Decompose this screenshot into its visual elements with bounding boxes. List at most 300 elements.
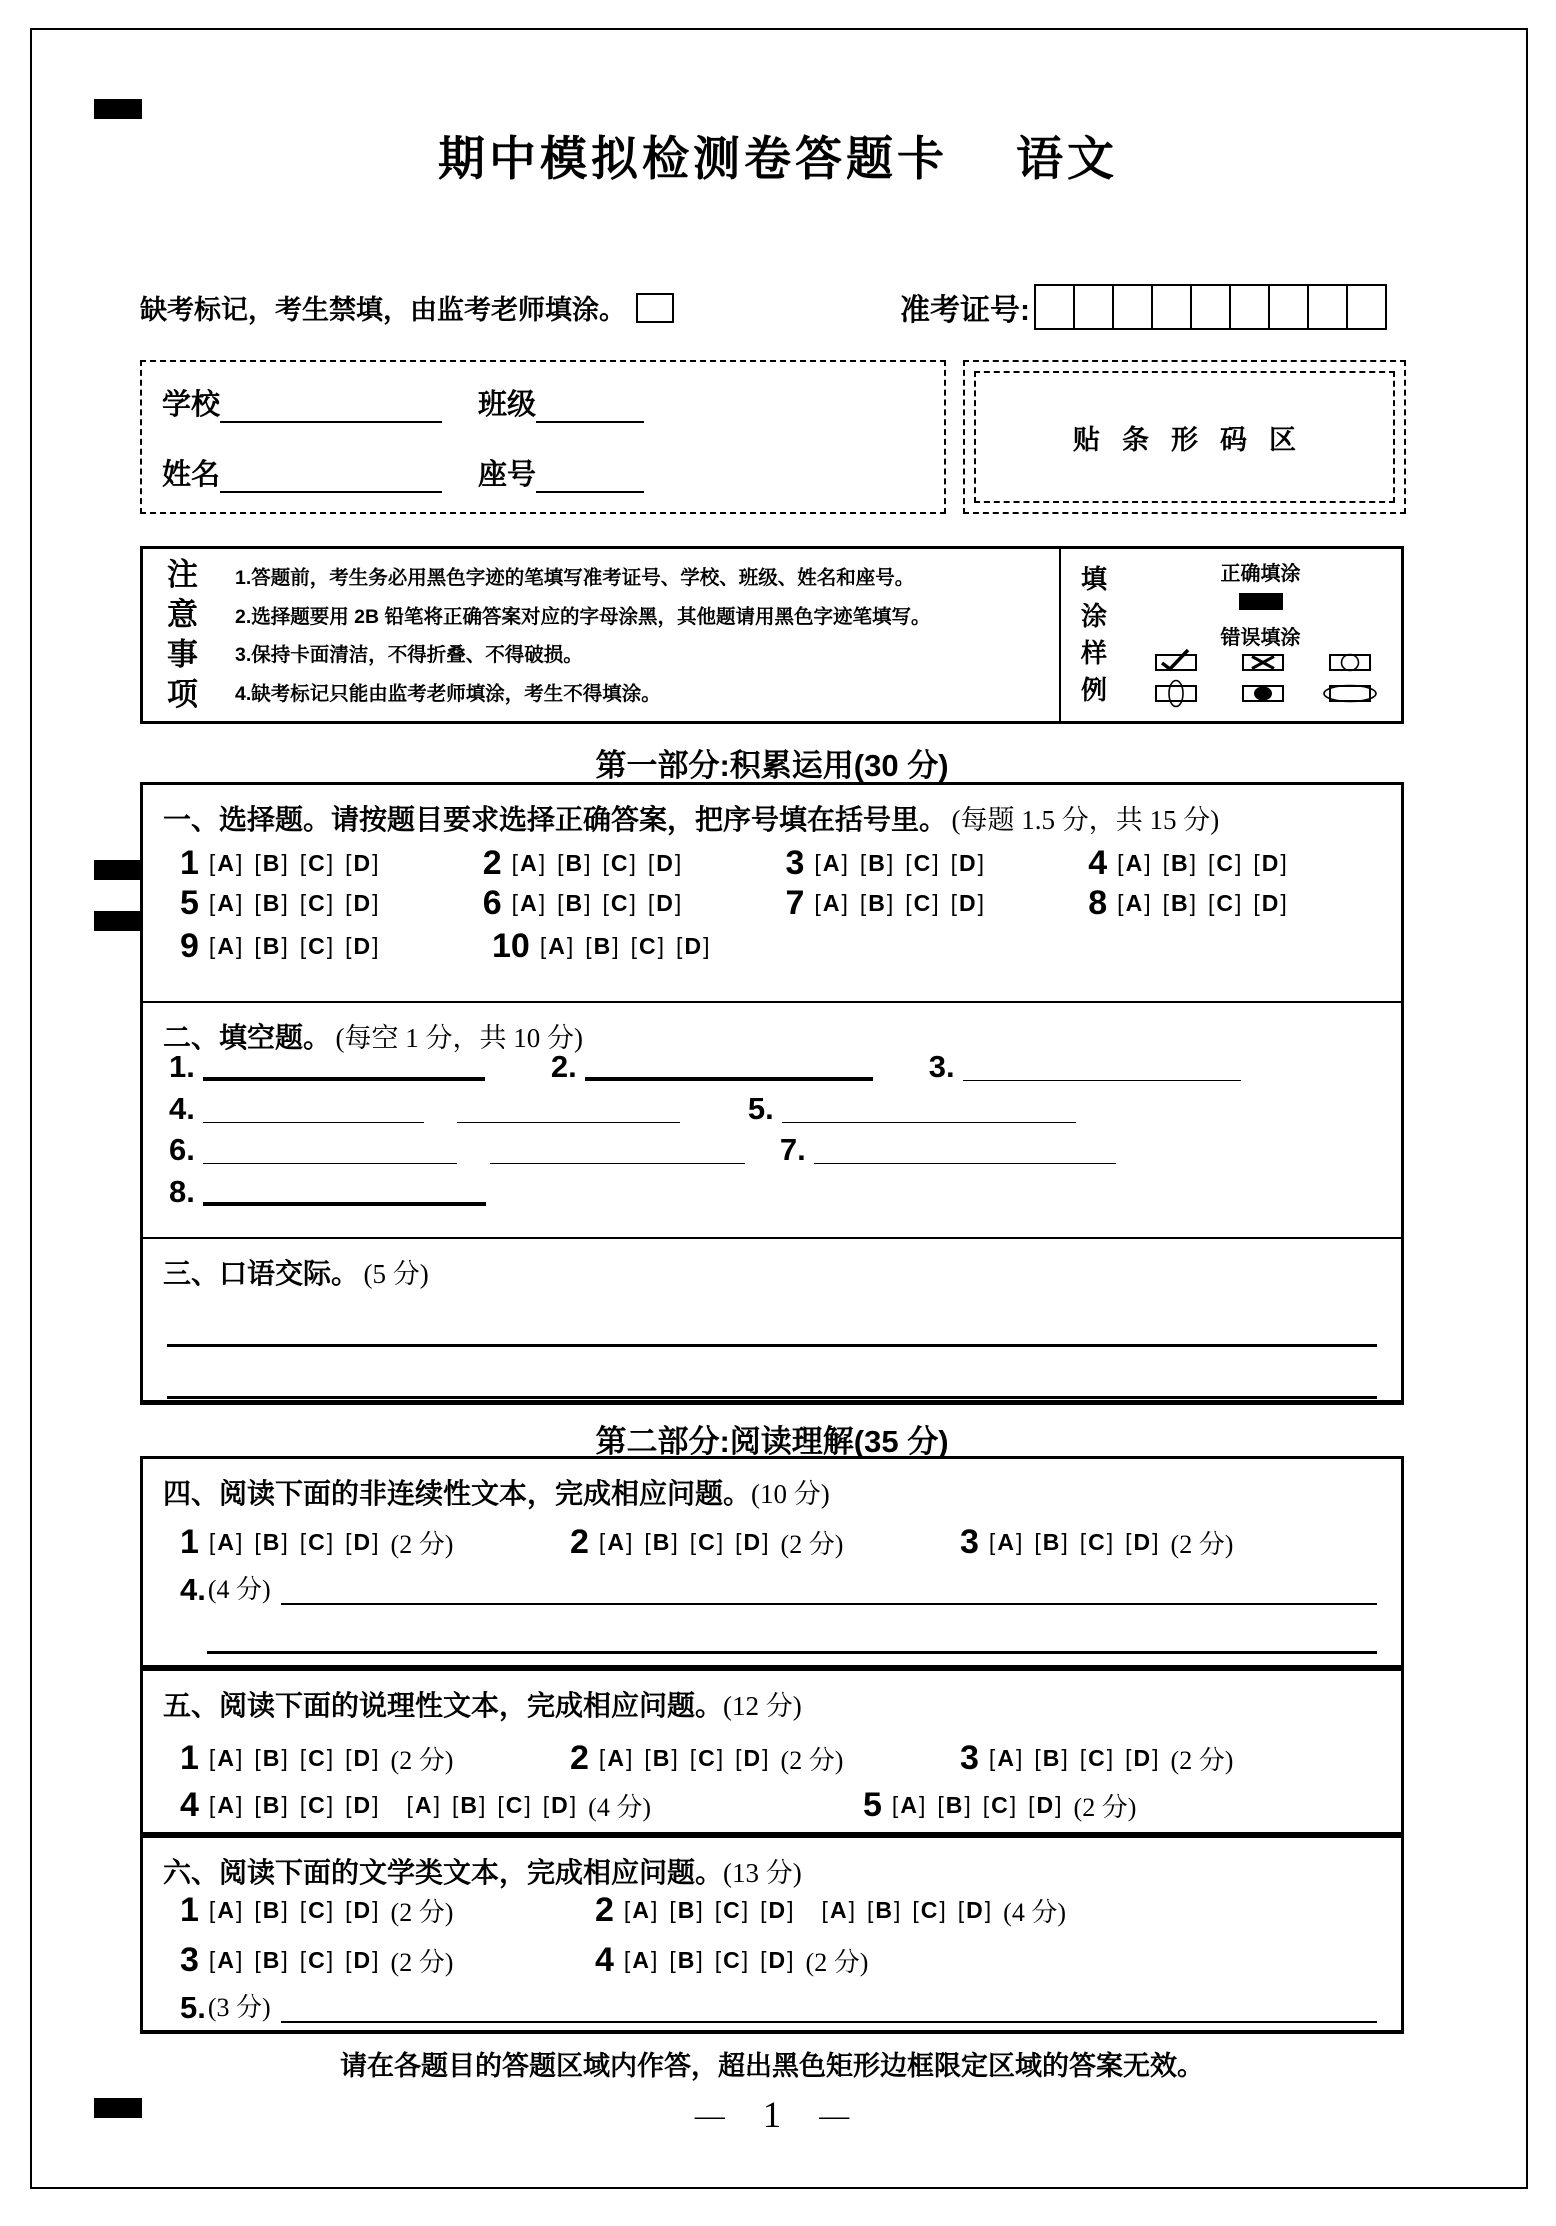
bracket: ]: [625, 1744, 633, 1771]
bracket: [: [511, 889, 519, 916]
choice-question: [1088, 846, 1391, 880]
bracket: ]: [1189, 849, 1196, 876]
option-bubble-c[interactable]: [C]: [299, 1528, 334, 1555]
bracket: ]: [281, 1791, 288, 1818]
option-bubble-d[interactable]: [D]: [676, 932, 710, 959]
question-number: 2: [570, 1523, 589, 1561]
option-bubble-b[interactable]: [B]: [1034, 1528, 1068, 1555]
answer-line[interactable]: [207, 1651, 1377, 1654]
question-score: (2 分): [390, 1529, 454, 1559]
bracket: ]: [848, 1896, 855, 1923]
bracket: ]: [671, 1528, 678, 1555]
bracket: [: [689, 1528, 697, 1555]
option-bubble-d[interactable]: [D]: [345, 1528, 379, 1555]
notice-list: [235, 559, 1047, 713]
option-bubble-b[interactable]: [B]: [1162, 849, 1196, 876]
option-bubble-c[interactable]: [C]: [602, 849, 636, 876]
option-bubble-d[interactable]: [D]: [735, 1528, 769, 1555]
answer-blank[interactable]: [203, 1037, 485, 1081]
choice-question: [180, 1942, 595, 1979]
bracket: ]: [1009, 1791, 1017, 1818]
tall-ellipse-sample-icon: [1148, 678, 1204, 709]
option-group: [597, 1745, 779, 1772]
exam-id-cell[interactable]: [1073, 286, 1112, 328]
absent-mark-box[interactable]: [636, 293, 674, 323]
bracket: ]: [1106, 1744, 1114, 1771]
option-bubble-b[interactable]: [B]: [585, 932, 619, 959]
answer-blank[interactable]: [963, 1040, 1241, 1081]
question-number: 5.: [747, 1090, 774, 1126]
option-bubble-a[interactable]: [A]: [208, 1744, 243, 1771]
bracket: ]: [584, 849, 591, 876]
bracket: ]: [1061, 1744, 1068, 1771]
bracket: [: [602, 889, 609, 916]
option-group: [987, 1529, 1169, 1556]
bracket: ]: [566, 932, 574, 959]
section-title: 三、口语交际。 (5 分): [163, 1258, 429, 1289]
choice-question: [786, 886, 1089, 920]
bracket: [: [644, 1528, 651, 1555]
option-bubble-b[interactable]: [B]: [557, 849, 591, 876]
question-number: 3: [180, 1941, 199, 1979]
question-score: (2 分): [780, 1745, 844, 1775]
question-score: (2 分): [390, 1947, 454, 1977]
option-bubble-b[interactable]: [B]: [644, 1528, 678, 1555]
bracket: ]: [235, 1744, 243, 1771]
choice-question: [483, 846, 786, 880]
option-bubble-a[interactable]: [A]: [814, 849, 848, 876]
section-oral: [143, 1237, 1401, 1400]
question-number: 2: [570, 1739, 589, 1777]
option-bubble-a[interactable]: [A]: [511, 849, 546, 876]
school-field[interactable]: [220, 389, 442, 423]
answer-line[interactable]: [281, 1569, 1377, 1605]
question-number: 3: [960, 1523, 979, 1561]
bracket: ]: [696, 1946, 703, 1973]
bracket: ]: [235, 1946, 243, 1973]
bracket: ]: [281, 932, 288, 959]
option-bubble-b[interactable]: [B]: [254, 889, 288, 916]
bracket: [: [208, 889, 216, 916]
bracket: [: [208, 1791, 216, 1818]
option-bubble-b[interactable]: [B]: [669, 1946, 703, 1973]
answer-line[interactable]: [167, 1396, 1377, 1399]
exam-id-label: 准考证号:: [900, 294, 1030, 327]
class-field[interactable]: [536, 389, 644, 423]
option-bubble-b[interactable]: [B]: [254, 849, 288, 876]
option-bubble-a[interactable]: [A]: [623, 1896, 658, 1923]
option-bubble-a[interactable]: [A]: [598, 1744, 633, 1771]
blank-item: [169, 1162, 486, 1209]
bracket: [: [602, 849, 609, 876]
option-bubble-d[interactable]: [D]: [1125, 1744, 1159, 1771]
option-group: [812, 890, 994, 917]
bracket: ]: [696, 1896, 703, 1923]
option-bubble-a[interactable]: [A]: [208, 849, 243, 876]
option-bubble-a[interactable]: [A]: [891, 1791, 926, 1818]
bracket: [: [299, 849, 307, 876]
option-bubble-d[interactable]: [D]: [1125, 1528, 1159, 1555]
option-bubble-b[interactable]: [B]: [557, 889, 591, 916]
bracket: ]: [629, 889, 636, 916]
bracket: [: [814, 849, 821, 876]
choice-question: [180, 886, 483, 920]
class-label: 班级: [478, 389, 537, 421]
bracket: [: [511, 849, 519, 876]
option-bubble-c[interactable]: [C]: [299, 849, 334, 876]
option-bubble-a[interactable]: [A]: [208, 1528, 243, 1555]
bracket: [: [299, 1896, 307, 1923]
page-title: 期中模拟检测卷答题卡 语文: [437, 132, 1119, 185]
x-mark-sample-icon: [1235, 647, 1291, 678]
bracket: [: [714, 1896, 722, 1923]
answer-blank[interactable]: [203, 1123, 457, 1164]
bracket: ]: [235, 1791, 243, 1818]
choice-row: [180, 842, 1391, 884]
option-bubble-c[interactable]: [C]: [299, 1946, 334, 1973]
exam-id-cell[interactable]: [1268, 286, 1307, 328]
option-bubble-c[interactable]: [C]: [299, 1744, 334, 1771]
question-number: 2: [482, 844, 502, 882]
bracket: ]: [281, 1744, 288, 1771]
option-bubble-d[interactable]: [D]: [345, 889, 379, 916]
option-bubble-b[interactable]: [B]: [254, 932, 288, 959]
option-bubble-d[interactable]: [D]: [1028, 1791, 1062, 1818]
vertical-char: 项: [167, 677, 198, 712]
option-group: [207, 890, 389, 917]
option-bubble-a[interactable]: [A]: [1117, 889, 1151, 916]
option-bubble-a[interactable]: [A]: [511, 889, 546, 916]
option-bubble-b[interactable]: [B]: [254, 1744, 288, 1771]
section-blanks: [143, 1001, 1401, 1239]
student-info-box: [140, 360, 946, 514]
question-number: 7.: [779, 1131, 806, 1167]
bracket: [: [557, 889, 564, 916]
option-bubble-b[interactable]: [B]: [1162, 889, 1196, 916]
option-bubble-d[interactable]: [D]: [345, 1791, 379, 1818]
bracket: ]: [932, 849, 939, 876]
part2-heading: 第二部分:阅读理解(35 分): [595, 1424, 949, 1459]
option-group: [207, 933, 389, 960]
exam-id-cell[interactable]: [1112, 286, 1151, 328]
bracket: ]: [650, 1896, 658, 1923]
bracket: ]: [281, 1528, 288, 1555]
bracket: [: [208, 1528, 216, 1555]
blank-row: [169, 1120, 1116, 1167]
bracket: [: [1028, 1791, 1035, 1818]
bracket: ]: [281, 849, 288, 876]
question-score: (3 分): [207, 1993, 271, 2023]
option-bubble-b[interactable]: [B]: [937, 1791, 971, 1818]
seat-label: 座号: [478, 459, 537, 491]
option-group: [812, 850, 994, 877]
option-bubble-a[interactable]: [A]: [208, 1896, 243, 1923]
option-bubble-d[interactable]: [D]: [760, 1896, 794, 1923]
bracket: ]: [964, 1791, 971, 1818]
option-bubble-c[interactable]: [C]: [689, 1528, 724, 1555]
option-bubble-d[interactable]: [D]: [735, 1744, 769, 1771]
option-bubble-d[interactable]: [D]: [1253, 889, 1287, 916]
option-bubble-a[interactable]: [A]: [208, 1791, 243, 1818]
option-bubble-b[interactable]: [B]: [254, 1791, 288, 1818]
question-number: 1: [180, 1891, 199, 1929]
option-bubble-c[interactable]: [C]: [299, 932, 334, 959]
option-bubble-a[interactable]: [A]: [814, 889, 848, 916]
option-bubble-b[interactable]: [B]: [859, 849, 894, 876]
question-number: 3: [785, 844, 805, 882]
choice-row: [180, 1521, 1389, 1563]
exam-id-cell[interactable]: [1151, 286, 1190, 328]
info-row: [162, 382, 644, 423]
answer-blank[interactable]: [585, 1037, 873, 1081]
bracket: ]: [524, 1791, 531, 1818]
question-number: 1: [180, 1739, 199, 1777]
bracket: [: [623, 1946, 631, 1973]
option-bubble-b[interactable]: [B]: [859, 889, 894, 916]
bracket: [: [254, 849, 261, 876]
vertical-char: 意: [167, 597, 198, 632]
option-group: [820, 1897, 1002, 1924]
option-bubble-c[interactable]: [C]: [602, 889, 636, 916]
option-bubble-b[interactable]: [B]: [451, 1791, 486, 1818]
option-bubble-a[interactable]: [A]: [208, 889, 243, 916]
option-bubble-c[interactable]: [C]: [905, 849, 939, 876]
bracket: [: [345, 889, 352, 916]
option-bubble-d[interactable]: [D]: [345, 849, 379, 876]
question-number: 8: [1088, 884, 1108, 922]
option-bubble-a[interactable]: [A]: [406, 1791, 440, 1818]
bracket: [: [345, 1896, 352, 1923]
question-score: (2 分): [1170, 1745, 1234, 1775]
option-bubble-c[interactable]: [C]: [1079, 1528, 1114, 1555]
bracket: ]: [326, 849, 334, 876]
bracket: ]: [650, 1946, 658, 1973]
question-number: 5: [863, 1786, 882, 1824]
bracket: [: [254, 1744, 261, 1771]
bracket: [: [1162, 849, 1169, 876]
bracket: ]: [939, 1896, 946, 1923]
seat-field[interactable]: [536, 459, 644, 493]
bracket: ]: [918, 1791, 926, 1818]
bracket: ]: [625, 1528, 633, 1555]
option-bubble-a[interactable]: [A]: [1117, 849, 1151, 876]
option-bubble-d[interactable]: [D]: [345, 1946, 379, 1973]
bracket: [: [866, 1896, 874, 1923]
choice-row: [180, 1737, 1389, 1779]
option-bubble-c[interactable]: [C]: [1207, 889, 1242, 916]
notice-item: 4.缺考标记只能由监考老师填涂，考生不得填涂。: [235, 682, 661, 705]
vertical-char: 样: [1081, 639, 1108, 668]
option-bubble-b[interactable]: [B]: [254, 1896, 288, 1923]
bracket: [: [254, 932, 261, 959]
bracket: ]: [538, 849, 546, 876]
bracket: ]: [762, 1528, 769, 1555]
correct-fill-label: 正确填涂: [1220, 563, 1301, 585]
choice-row: [180, 882, 1391, 924]
option-group: [622, 1897, 804, 1924]
bracket: ]: [932, 889, 939, 916]
answer-line[interactable]: [281, 1987, 1377, 2023]
timing-mark-bottom-left: [94, 2098, 142, 2118]
option-bubble-b[interactable]: [B]: [669, 1896, 703, 1923]
option-bubble-d[interactable]: [D]: [345, 1744, 379, 1771]
bracket: ]: [612, 932, 619, 959]
bracket: [: [669, 1946, 676, 1973]
answer-blank[interactable]: [203, 1082, 424, 1123]
bracket: [: [557, 849, 564, 876]
question-number: 4.: [169, 1090, 195, 1126]
bracket: [: [539, 932, 547, 959]
option-group: [405, 1792, 587, 1819]
option-bubble-b[interactable]: [B]: [866, 1896, 901, 1923]
answer-blank[interactable]: [490, 1123, 745, 1164]
answer-blank[interactable]: [782, 1082, 1076, 1123]
bracket: [: [950, 889, 958, 916]
option-group: [207, 1792, 389, 1819]
fill-sample-label: [1081, 561, 1107, 709]
option-bubble-d[interactable]: [D]: [950, 889, 985, 916]
written-answer-row: [180, 1565, 1377, 1605]
correct-fill-mark-icon: [1239, 593, 1283, 610]
notice-box: [140, 546, 1404, 724]
vertical-char: 事: [167, 637, 198, 672]
question-score: (2 分): [390, 1897, 454, 1927]
bracket: ]: [235, 1896, 243, 1923]
bracket: ]: [1144, 889, 1151, 916]
exam-id-cell[interactable]: [1346, 286, 1385, 328]
bracket: [: [988, 1528, 996, 1555]
bracket: [: [760, 1946, 767, 1973]
option-bubble-a[interactable]: [A]: [821, 1896, 855, 1923]
answer-blank[interactable]: [814, 1123, 1116, 1164]
option-bubble-c[interactable]: [C]: [905, 889, 939, 916]
option-group: [1115, 890, 1297, 917]
bracket: ]: [372, 1946, 379, 1973]
question-number: 1: [180, 1523, 199, 1561]
option-bubble-b[interactable]: [B]: [644, 1744, 678, 1771]
blank-item: [779, 1123, 1116, 1167]
option-bubble-d[interactable]: [D]: [345, 932, 379, 959]
option-group: [622, 1947, 804, 1974]
written-answer-row: [180, 1983, 1377, 2023]
option-bubble-c[interactable]: [C]: [982, 1791, 1017, 1818]
section-title: 四、阅读下面的非连续性文本，完成相应问题。(10 分): [163, 1478, 830, 1509]
option-bubble-a[interactable]: [A]: [208, 932, 243, 959]
option-bubble-c[interactable]: [C]: [714, 1896, 749, 1923]
bracket: ]: [886, 889, 894, 916]
option-bubble-a[interactable]: [A]: [623, 1946, 658, 1973]
option-bubble-a[interactable]: [A]: [988, 1744, 1023, 1771]
blank-row: [169, 1162, 486, 1209]
exam-id-cell[interactable]: [1307, 286, 1346, 328]
bracket: [: [905, 849, 912, 876]
bracket: [: [299, 889, 307, 916]
bracket: ]: [629, 849, 636, 876]
absent-mark-label: 缺考标记，考生禁填，由监考老师填涂。: [140, 295, 626, 325]
bracket: [: [988, 1744, 996, 1771]
option-bubble-d[interactable]: [D]: [957, 1896, 992, 1923]
fill-sample-area: [1128, 549, 1393, 721]
bracket: ]: [893, 1896, 901, 1923]
option-bubble-d[interactable]: [D]: [345, 1896, 379, 1923]
option-group: [890, 1792, 1072, 1819]
option-bubble-a[interactable]: [A]: [208, 1946, 243, 1973]
option-bubble-c[interactable]: [C]: [689, 1744, 724, 1771]
option-bubble-c[interactable]: [C]: [912, 1896, 946, 1923]
option-bubble-d[interactable]: [D]: [647, 889, 682, 916]
question-score: (2 分): [805, 1947, 869, 1977]
bracket: [: [299, 1791, 307, 1818]
bracket: ]: [1144, 849, 1151, 876]
option-bubble-d[interactable]: [D]: [950, 849, 985, 876]
part1-answer-box: [140, 782, 1404, 1405]
option-bubble-c[interactable]: [C]: [1079, 1744, 1114, 1771]
choice-question: [492, 929, 804, 963]
option-bubble-d[interactable]: [D]: [542, 1791, 577, 1818]
choice-question: [180, 1524, 570, 1561]
option-bubble-b[interactable]: [B]: [1034, 1744, 1068, 1771]
choice-question: [180, 929, 492, 963]
bracket: ]: [762, 1744, 769, 1771]
section-title: 五、阅读下面的说理性文本，完成相应问题。(12 分): [163, 1690, 802, 1721]
question-number: 8.: [169, 1173, 195, 1209]
question-score: (2 分): [1170, 1529, 1234, 1559]
timing-mark-top-left: [94, 99, 142, 119]
bracket: ]: [1235, 849, 1242, 876]
bracket: [: [1034, 1528, 1041, 1555]
option-bubble-c[interactable]: [C]: [299, 889, 334, 916]
answer-blank[interactable]: [457, 1082, 680, 1123]
option-bubble-b[interactable]: [B]: [254, 1528, 288, 1555]
bracket: [: [254, 1946, 261, 1973]
bracket: ]: [538, 889, 546, 916]
option-bubble-a[interactable]: [A]: [988, 1528, 1023, 1555]
exam-id-cell[interactable]: [1036, 286, 1073, 328]
bracket: ]: [716, 1744, 724, 1771]
bracket: [: [1117, 849, 1124, 876]
name-field[interactable]: [220, 459, 442, 493]
option-bubble-c[interactable]: [C]: [299, 1896, 334, 1923]
bracket: ]: [433, 1791, 440, 1818]
option-bubble-d[interactable]: [D]: [1253, 849, 1287, 876]
option-bubble-a[interactable]: [A]: [539, 932, 574, 959]
timing-mark-left-1: [94, 860, 142, 880]
option-bubble-c[interactable]: [C]: [497, 1791, 531, 1818]
bracket: [: [630, 932, 638, 959]
choice-row: [180, 1939, 1389, 1981]
option-group: [510, 850, 692, 877]
option-bubble-d[interactable]: [D]: [760, 1946, 794, 1973]
option-bubble-d[interactable]: [D]: [647, 849, 682, 876]
question-number: 3: [960, 1739, 979, 1777]
option-bubble-a[interactable]: [A]: [598, 1528, 633, 1555]
option-bubble-c[interactable]: [C]: [714, 1946, 749, 1973]
absent-mark-row: [140, 288, 674, 327]
bracket: ]: [741, 1946, 749, 1973]
blank-item: [928, 1040, 1241, 1084]
answer-line[interactable]: [167, 1344, 1377, 1347]
exam-id-cell[interactable]: [1190, 286, 1229, 328]
option-bubble-c[interactable]: [C]: [1207, 849, 1242, 876]
bracket: [: [345, 1528, 352, 1555]
question-score: (2 分): [780, 1529, 844, 1559]
option-bubble-c[interactable]: [C]: [630, 932, 665, 959]
answer-blank[interactable]: [203, 1162, 486, 1206]
option-bubble-b[interactable]: [B]: [254, 1946, 288, 1973]
bracket: ]: [657, 932, 665, 959]
option-bubble-c[interactable]: [C]: [299, 1791, 334, 1818]
exam-id-cell[interactable]: [1229, 286, 1268, 328]
